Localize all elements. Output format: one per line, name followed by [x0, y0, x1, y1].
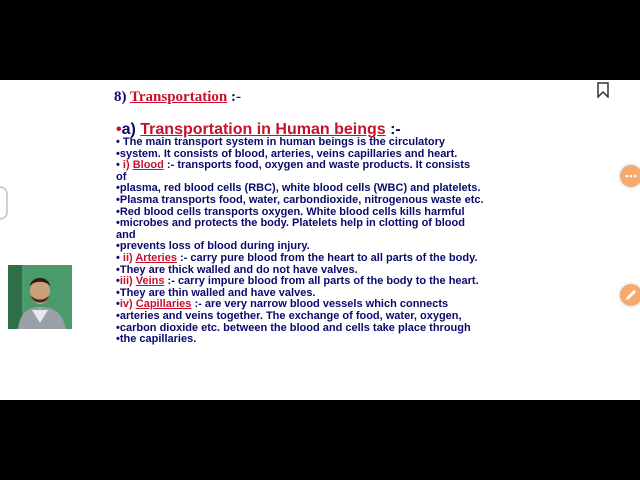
item-number: i)	[122, 159, 133, 172]
item-number: ii)	[122, 251, 136, 264]
line-text: •the capillaries.	[116, 333, 197, 346]
text-line	[116, 334, 526, 346]
line-text: :- carry impure blood from all parts of the body to the heart.	[164, 275, 479, 288]
page-heading	[114, 89, 241, 106]
line-text: •carbon dioxide etc. between the blood and cells take place through	[116, 321, 471, 334]
heading-title: Transportation	[129, 89, 228, 105]
bookmark-icon[interactable]	[597, 82, 609, 98]
ellipsis-icon	[620, 165, 640, 187]
line-text: :- are very narrow blood vessels which connects	[191, 298, 449, 311]
side-handle[interactable]	[0, 186, 8, 220]
line-text: •microbes and protects the body. Platelets help in clotting of blood	[116, 217, 465, 230]
line-text: •Red blood cells transports oxygen. White blood cells kills harmful	[116, 205, 465, 218]
text-line	[116, 218, 526, 230]
line-text: • The main transport system in human beings is the circulatory	[116, 136, 446, 148]
presenter-webcam	[8, 265, 72, 329]
line-text: :- transports food, oxygen and waste products. It consists	[163, 159, 471, 172]
line-text: •arteries and veins together. The exchange of food, water, oxygen,	[116, 309, 462, 322]
side-menu-button[interactable]	[620, 165, 640, 187]
heading-number: 8)	[114, 89, 130, 105]
line-text: •	[116, 159, 123, 172]
keyword-capillaries: Capillaries	[135, 298, 192, 311]
keyword-arteries: Arteries	[135, 251, 177, 264]
line-text: and	[116, 228, 136, 241]
line-text: •	[116, 298, 120, 311]
presenter-image	[8, 265, 72, 329]
item-number: iii)	[119, 275, 136, 288]
line-text: •They are thick walled and do not have valves.	[116, 263, 358, 276]
line-text: •Plasma transports food, water, carbondioxide, nitrogenous waste etc.	[116, 193, 484, 206]
keyword-veins: Veins	[135, 275, 165, 288]
line-text: •prevents loss of blood during injury.	[116, 240, 310, 253]
body-text	[116, 137, 526, 346]
bullet: •	[116, 121, 122, 138]
line-text: of	[116, 170, 127, 183]
pencil-icon	[620, 284, 640, 306]
line-text: •	[116, 275, 120, 288]
heading-suffix: :-	[227, 89, 241, 105]
line-text: •plasma, red blood cells (RBC), white blood cells (WBC) and platelets.	[116, 182, 481, 195]
line-text: •system. It consists of blood, arteries, veins capillaries and heart.	[116, 147, 458, 160]
section-title: Transportation in Human beings	[140, 121, 386, 138]
text-line	[116, 160, 526, 172]
section-suffix: :-	[385, 121, 401, 138]
edit-button[interactable]	[620, 284, 640, 306]
line-text: :- carry pure blood from the heart to all parts of the body.	[176, 251, 478, 264]
line-text: •	[116, 251, 123, 264]
section-letter: a)	[121, 121, 141, 138]
item-number: iv)	[119, 298, 136, 311]
line-text: •They are thin walled and have valves.	[116, 286, 316, 299]
keyword-blood: Blood	[132, 159, 164, 172]
